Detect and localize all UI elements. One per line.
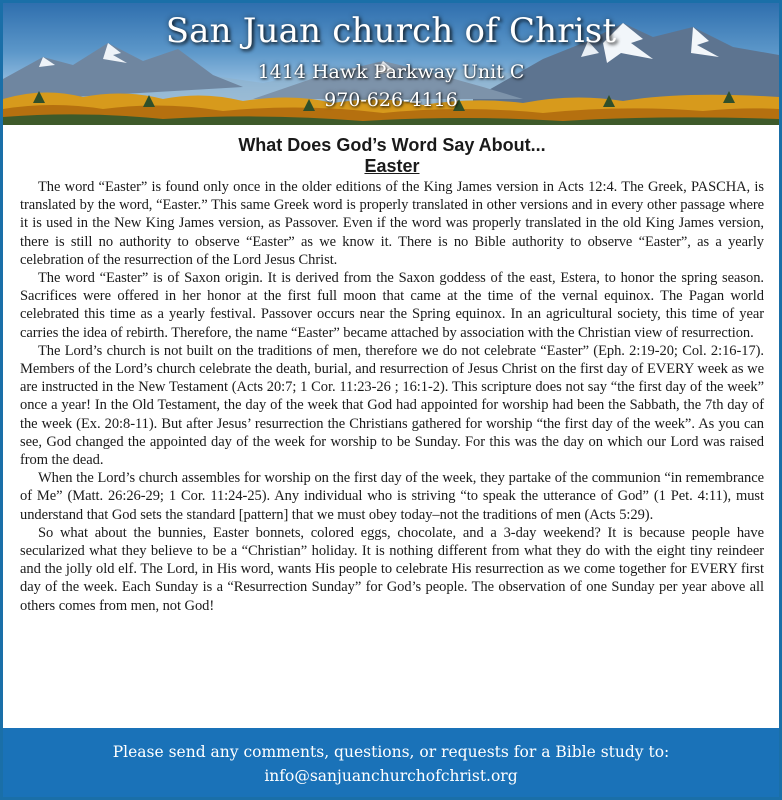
church-name: San Juan church of Christ bbox=[165, 11, 617, 51]
article-paragraph: The word “Easter” is found only once in the older editions of the King James version in Acts 12:4. The Greek, PASCHA, is translated by the word, “Easter.” This same Greek word is properly translated in other versions and in every other passage where it is used in the New King James version, as Passover. Even if the word was properly translated in the old King James version, there is still no authority to observe “Easter” as we know it. There is no Bible authority to observe “Easter”, as a yearly celebration of the resurrection of the Lord Jesus Christ. bbox=[20, 179, 764, 268]
contact-email: info@sanjuanchurchofchrist.org bbox=[264, 767, 518, 785]
article-paragraph: The Lord’s church is not built on the traditions of men, therefore we do not celebrate “Easter” (Eph. 2:19-20; Col. 2:16-17). Members of the Lord’s church celebrate the death, burial, and resurrection of Jesus Christ on the first day of EVERY week as we are instructed in the New Testament (Acts 20:7; 1 Cor. 11:23-26 ; 16:1-2). This scripture does not say “the first day of the week” once a year! In the Old Testament, the day of the week that God had appointed for worship had been the Sabbath, the 7th day of the week (Ex. 20:8-11). But after Jesus’ resurrection the Christians gathered for worship “the first day of the week”. As you can see, God changed the appointed day of the week for worship to be Sunday. For this was the day on which our Lord was raised from the dead. bbox=[20, 342, 764, 469]
church-address: 1414 Hawk Parkway Unit C bbox=[257, 61, 525, 83]
article-paragraph: When the Lord’s church assembles for worship on the first day of the week, they partake of the communion “in remembrance of Me” (Matt. 26:26-29; 1 Cor. 11:24-25). Any individual who is striving “to speak the utterance of God” (1 Pet. 4:11), must understand that God sets the standard [pattern] that we must obey today–not the traditions of men (Acts 5:29). bbox=[20, 470, 764, 523]
header-banner bbox=[3, 3, 779, 125]
contact-prompt: Please send any comments, questions, or requests for a Bible study to: bbox=[112, 743, 670, 761]
contact-footer bbox=[3, 728, 779, 797]
article-paragraph: So what about the bunnies, Easter bonnets, colored eggs, chocolate, and a 3-day weekend? It is because people have secularized what they believe to be a “Christian” holiday. It is nothing different from what they do with the eight tiny reindeer and the jolly old elf. The Lord, in His word, wants His people to celebrate His resurrection as we come together for EVERY first day of the week. Each Sunday is a “Resurrection Sunday” for God’s people. The observation of one Sunday per year above all others comes from men, not God! bbox=[20, 524, 764, 614]
article-paragraph: The word “Easter” is of Saxon origin. It is derived from the Saxon goddess of the east, Estera, to honor the spring season. Sacrifices were offered in her honor at the first full moon that came at the time of the vernal equinox. The Pagan world celebrated this time as a yearly festival. Passover occurs near the Spring equinox. In an agricultural society, this time of year carries the idea of rebirth. Therefore, the name “Easter” became attached by association with the Christian view of resurrection. bbox=[20, 270, 764, 341]
article bbox=[20, 134, 764, 615]
article-subtitle: Easter bbox=[364, 156, 420, 176]
article-title: What Does God’s Word Say About... bbox=[238, 135, 546, 155]
church-phone: 970-626-4116 bbox=[324, 89, 458, 111]
